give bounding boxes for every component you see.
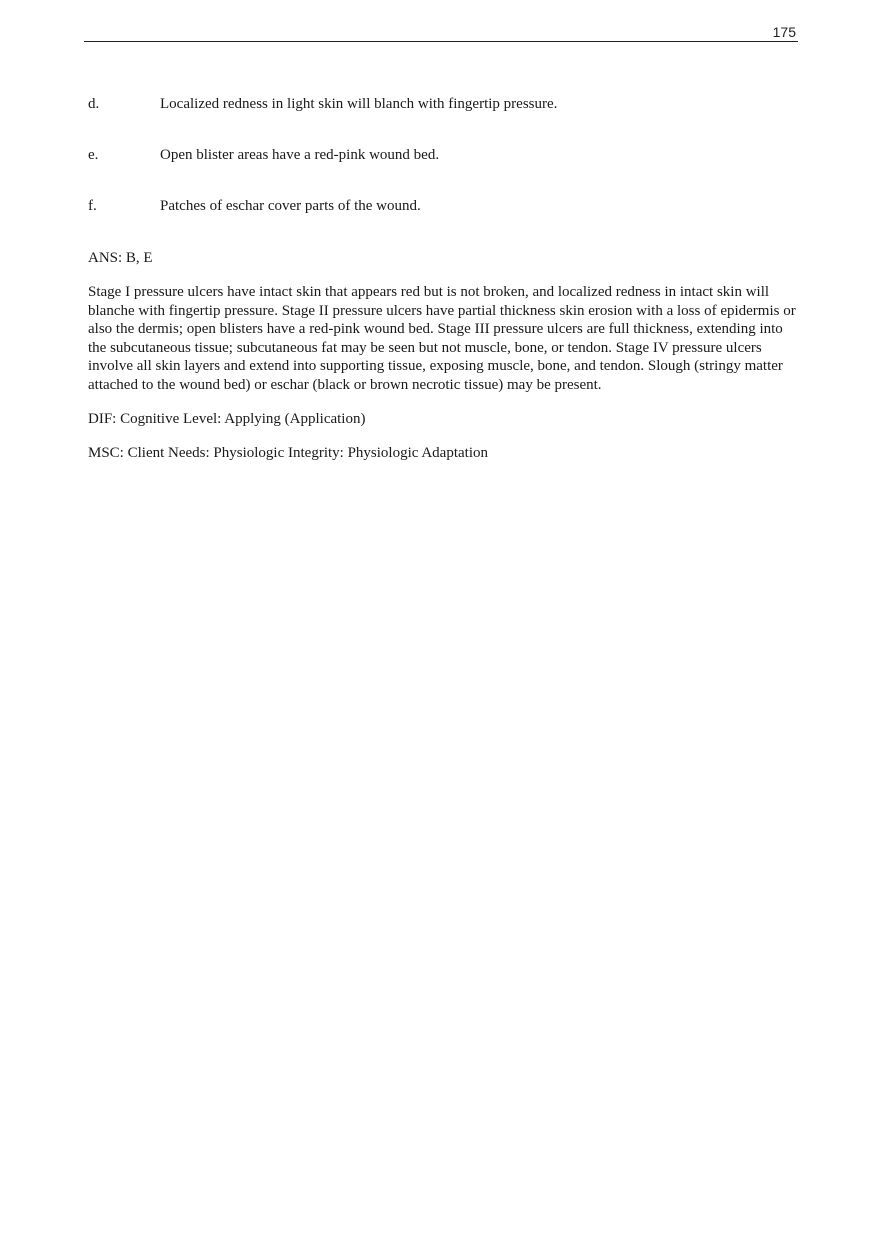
difficulty-level: DIF: Cognitive Level: Applying (Application) xyxy=(88,411,366,427)
option-text: Open blister areas have a red-pink wound bed. xyxy=(160,147,440,163)
answer-key: ANS: B, E xyxy=(88,250,153,266)
answer-option-e xyxy=(88,146,800,165)
option-letter: d. xyxy=(88,96,100,112)
answer-option-f xyxy=(88,197,800,216)
option-letter: f. xyxy=(88,198,97,214)
option-text: Localized redness in light skin will blanch with fingertip pressure. xyxy=(160,96,558,112)
answer-option-d xyxy=(88,95,800,114)
page-header xyxy=(84,24,798,42)
question-content xyxy=(88,95,800,463)
option-text: Patches of eschar cover parts of the wound. xyxy=(160,198,421,214)
page-number: 175 xyxy=(772,24,796,40)
client-needs-category: MSC: Client Needs: Physiologic Integrity: Physiologic Adaptation xyxy=(88,445,488,461)
rationale-paragraph: Stage I pressure ulcers have intact skin that appears red but is not broken, and localized redness in intact skin will blanche with fingertip pressure. Stage II pressure ulcers have partial thickness skin erosion with a loss of epidermis or also the dermis; open blisters have a red-pink wound bed. Stage III pressure ulcers are full thickness, extending into the subcutaneous tissue; subcutaneous fat may be seen but not muscle, bone, or tendon. Stage IV pressure ulcers involve all skin layers and extend into supporting tissue, exposing muscle, bone, and tendon. Slough (stringy matter attached to the wound bed) or eschar (black or brown necrotic tissue) may be present. xyxy=(88,284,796,393)
option-letter: e. xyxy=(88,147,99,163)
